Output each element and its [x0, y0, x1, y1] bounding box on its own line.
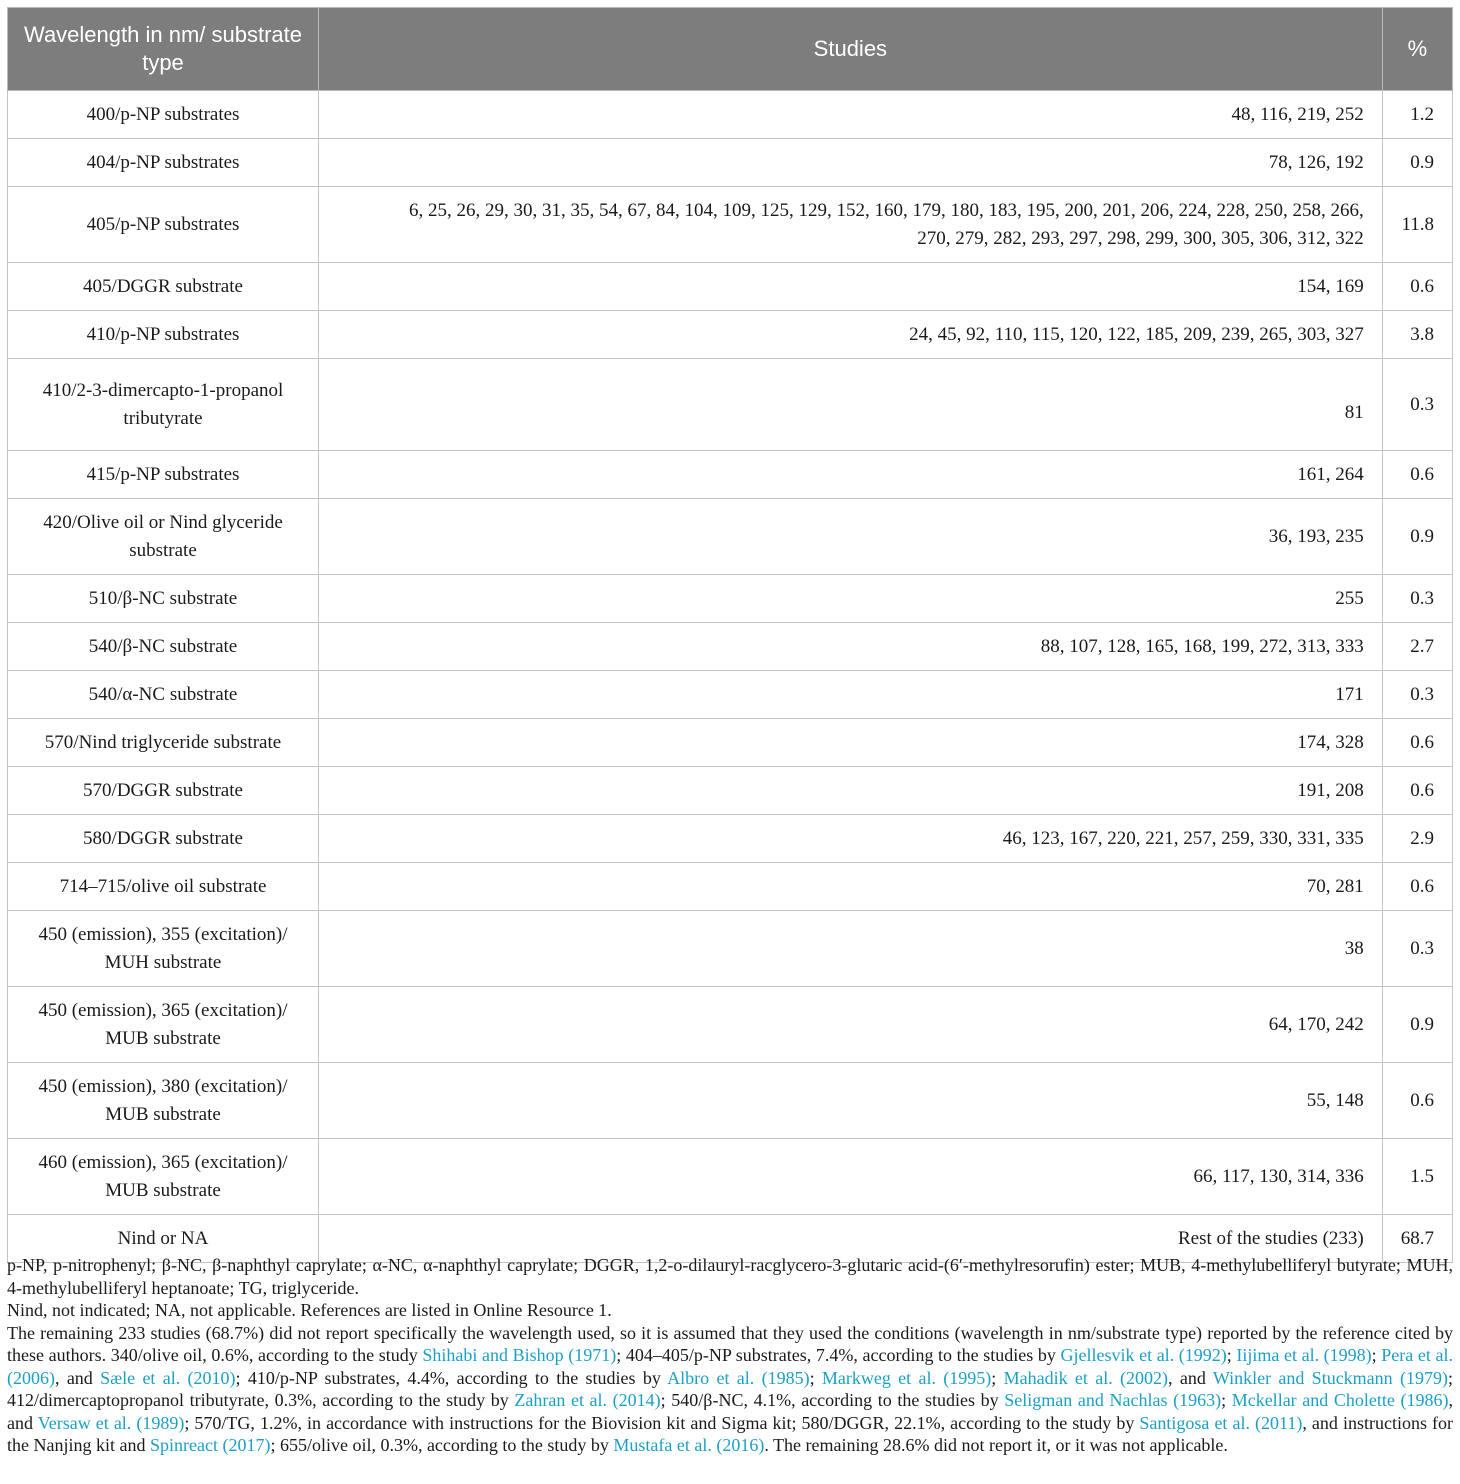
percent-cell: 2.7	[1382, 623, 1452, 671]
studies-cell: 78, 126, 192	[319, 139, 1383, 187]
reference-link[interactable]: Shihabi and Bishop (1971)	[422, 1345, 617, 1365]
table-row	[8, 863, 1453, 911]
reference-link[interactable]: Versaw et al. (1989)	[37, 1412, 185, 1433]
reference-link[interactable]: Markweg et al. (1995)	[821, 1367, 992, 1388]
wavelength-cell: 540/α-NC substrate	[8, 671, 319, 719]
footnote-text: The remaining 233 studies (68.7%) did not report specifically the wavelength used, so it is assumed that they used the conditions (wavelength in nm/substrate type) reported by the reference cited by these authors. 340/olive oil, 0.6%, according to the study	[7, 1322, 1453, 1365]
table-row	[8, 91, 1453, 139]
footnote-nind: Nind, not indicated; NA, not applicable. References are listed in Online Resource 1.	[7, 1300, 612, 1320]
reference-link[interactable]: Sæle et al. (2010)	[100, 1367, 236, 1388]
wavelength-table	[7, 7, 1453, 1263]
studies-cell: 70, 281	[319, 863, 1383, 911]
studies-cell: 174, 328	[319, 719, 1383, 767]
wavelength-cell: 510/β-NC substrate	[8, 575, 319, 623]
wavelength-cell: 540/β-NC substrate	[8, 623, 319, 671]
percent-cell: 2.9	[1382, 815, 1452, 863]
studies-cell: 24, 45, 92, 110, 115, 120, 122, 185, 209, 239, 265, 303, 327	[319, 311, 1383, 359]
header-wavelength: Wavelength in nm/ substrate type	[8, 8, 319, 91]
percent-cell: 0.3	[1382, 359, 1452, 451]
footnote-text: . The remaining 28.6% did not report it, or it was not applicable.	[764, 1435, 1228, 1455]
table-row	[8, 311, 1453, 359]
table-row	[8, 1063, 1453, 1139]
footnote-text: ;	[809, 1367, 822, 1388]
studies-cell: 64, 170, 242	[319, 987, 1383, 1063]
reference-link[interactable]: Winkler and Stuckmann (1979)	[1212, 1367, 1448, 1388]
percent-cell: 0.6	[1382, 863, 1452, 911]
table-row	[8, 139, 1453, 187]
percent-cell: 1.2	[1382, 91, 1452, 139]
reference-link[interactable]: Gjellesvik et al. (1992)	[1060, 1345, 1227, 1365]
percent-cell: 0.3	[1382, 575, 1452, 623]
wavelength-cell: 405/p-NP substrates	[8, 187, 319, 263]
footnote-text: ; 404–405/p-NP substrates, 7.4%, according to the studies by	[616, 1345, 1061, 1365]
wavelength-cell: 404/p-NP substrates	[8, 139, 319, 187]
studies-cell: 48, 116, 219, 252	[319, 91, 1383, 139]
percent-cell: 0.9	[1382, 499, 1452, 575]
table-header-row	[8, 8, 1453, 91]
table-row	[8, 451, 1453, 499]
footnote-text: ; 412/dimercaptopropanol tributyrate, 0.3%, according to the study by	[7, 1367, 1453, 1410]
reference-link[interactable]: Seligman and Nachlas (1963)	[1004, 1390, 1222, 1410]
wavelength-cell: 450 (emission), 355 (excitation)/ MUH substrate	[8, 911, 319, 987]
wavelength-cell: Nind or NA	[8, 1215, 319, 1263]
footnote-text: ; 655/olive oil, 0.3%, according to the study by	[270, 1435, 614, 1455]
percent-cell: 0.6	[1382, 451, 1452, 499]
percent-cell: 0.3	[1382, 911, 1452, 987]
wavelength-cell: 410/p-NP substrates	[8, 311, 319, 359]
percent-cell: 1.5	[1382, 1139, 1452, 1215]
studies-cell: 88, 107, 128, 165, 168, 199, 272, 313, 333	[319, 623, 1383, 671]
wavelength-cell: 570/Nind triglyceride substrate	[8, 719, 319, 767]
footnote-text: , and instructions for the Nanjing kit and	[7, 1412, 1454, 1455]
wavelength-cell: 570/DGGR substrate	[8, 767, 319, 815]
studies-cell	[319, 187, 1383, 263]
studies-cell: 66, 117, 130, 314, 336	[319, 1139, 1383, 1215]
studies-cell: 255	[319, 575, 1383, 623]
percent-cell: 0.6	[1382, 1063, 1452, 1139]
wavelength-cell: 415/p-NP substrates	[8, 451, 319, 499]
wavelength-cell: 450 (emission), 380 (excitation)/ MUB substrate	[8, 1063, 319, 1139]
percent-cell: 0.6	[1382, 719, 1452, 767]
table-row	[8, 719, 1453, 767]
percent-cell: 0.9	[1382, 139, 1452, 187]
footnote-text: ; 410/p-NP substrates, 4.4%, according to the studies by	[235, 1367, 668, 1388]
studies-cell: 161, 264	[319, 451, 1383, 499]
footnote-text: , and	[1168, 1367, 1213, 1388]
studies-cell: 46, 123, 167, 220, 221, 257, 259, 330, 331, 335	[319, 815, 1383, 863]
percent-cell: 3.8	[1382, 311, 1452, 359]
header-studies: Studies	[319, 8, 1383, 91]
percent-cell: 68.7	[1382, 1215, 1452, 1263]
percent-cell: 0.3	[1382, 671, 1452, 719]
table-row	[8, 187, 1453, 263]
table-footnotes	[7, 1254, 1453, 1457]
footnote-text: ;	[1371, 1345, 1382, 1365]
footnote-text: , and	[7, 1390, 1454, 1433]
table-row	[8, 1139, 1453, 1215]
reference-link[interactable]: Mahadik et al. (2002)	[1003, 1367, 1169, 1388]
reference-link[interactable]: Albro et al. (1985)	[667, 1367, 810, 1388]
wavelength-cell: 410/2-3-dimercapto-1-propanol tributyrate	[8, 359, 319, 451]
wavelength-cell: 580/DGGR substrate	[8, 815, 319, 863]
footnote-text: ;	[991, 1367, 1004, 1388]
studies-line: 270, 279, 282, 293, 297, 298, 299, 300, 305, 306, 312, 322	[917, 227, 1364, 249]
table-row	[8, 671, 1453, 719]
table-row	[8, 263, 1453, 311]
studies-cell: 81	[319, 359, 1383, 451]
percent-cell: 0.6	[1382, 263, 1452, 311]
studies-cell: 191, 208	[319, 767, 1383, 815]
table-row	[8, 911, 1453, 987]
wavelength-cell: 460 (emission), 365 (excitation)/ MUB substrate	[8, 1139, 319, 1215]
table-row	[8, 359, 1453, 451]
studies-cell: 36, 193, 235	[319, 499, 1383, 575]
footnote-text: ;	[1226, 1345, 1237, 1365]
table-row	[8, 623, 1453, 671]
table-row	[8, 499, 1453, 575]
wavelength-cell: 400/p-NP substrates	[8, 91, 319, 139]
reference-link[interactable]: Mustafa et al. (2016)	[613, 1435, 765, 1455]
wavelength-cell: 450 (emission), 365 (excitation)/ MUB substrate	[8, 987, 319, 1063]
footnote-text: ;	[1221, 1390, 1232, 1410]
reference-link[interactable]: Iijima et al. (1998)	[1236, 1345, 1372, 1365]
percent-cell: 0.9	[1382, 987, 1452, 1063]
reference-link[interactable]: Pera et al. (2006)	[7, 1345, 1453, 1388]
studies-cell: Rest of the studies (233)	[319, 1215, 1383, 1263]
studies-line: 6, 25, 26, 29, 30, 31, 35, 54, 67, 84, 104, 109, 125, 129, 152, 160, 179, 180, 183, 195, 200, 201, 206, 224, 228, 250, 258, 266,	[409, 199, 1364, 221]
studies-cell: 38	[319, 911, 1383, 987]
footnote-text: ; 570/TG, 1.2%, in accordance with instructions for the Biovision kit and Sigma kit; 580/DGGR, 22.1%, according to the study by	[184, 1412, 1140, 1433]
reference-link[interactable]: Mckellar and Cholette (1986)	[1231, 1390, 1449, 1410]
reference-link[interactable]: Spinreact (2017)	[149, 1435, 271, 1455]
percent-cell: 0.6	[1382, 767, 1452, 815]
percent-cell: 11.8	[1382, 187, 1452, 263]
table-row	[8, 815, 1453, 863]
studies-cell: 171	[319, 671, 1383, 719]
table-row	[8, 767, 1453, 815]
footnote-text: , and	[55, 1367, 101, 1388]
table-row	[8, 575, 1453, 623]
footnote-remaining	[7, 1322, 1453, 1457]
reference-link[interactable]: Santigosa et al. (2011)	[1139, 1412, 1303, 1433]
studies-cell: 55, 148	[319, 1063, 1383, 1139]
wavelength-cell: 405/DGGR substrate	[8, 263, 319, 311]
footnote-text: ; 540/β-NC, 4.1%, according to the studies by	[660, 1390, 1005, 1410]
footnote-abbreviations: p-NP, p-nitrophenyl; β-NC, β-naphthyl caprylate; α-NC, α-naphthyl caprylate; DGGR, 1,2-o-dilauryl-racglycero-3-glutaric acid-(6′-methylresorufin) ester; MUB, 4-methylubelliferyl butyrate; MUH, 4-methylubelliferyl heptanoate; TG, triglyceride.	[7, 1255, 1453, 1298]
header-percent: %	[1382, 8, 1452, 91]
table-row	[8, 987, 1453, 1063]
wavelength-cell: 420/Olive oil or Nind glyceride substrate	[8, 499, 319, 575]
reference-link[interactable]: Zahran et al. (2014)	[514, 1390, 661, 1410]
studies-cell: 154, 169	[319, 263, 1383, 311]
wavelength-cell: 714–715/olive oil substrate	[8, 863, 319, 911]
